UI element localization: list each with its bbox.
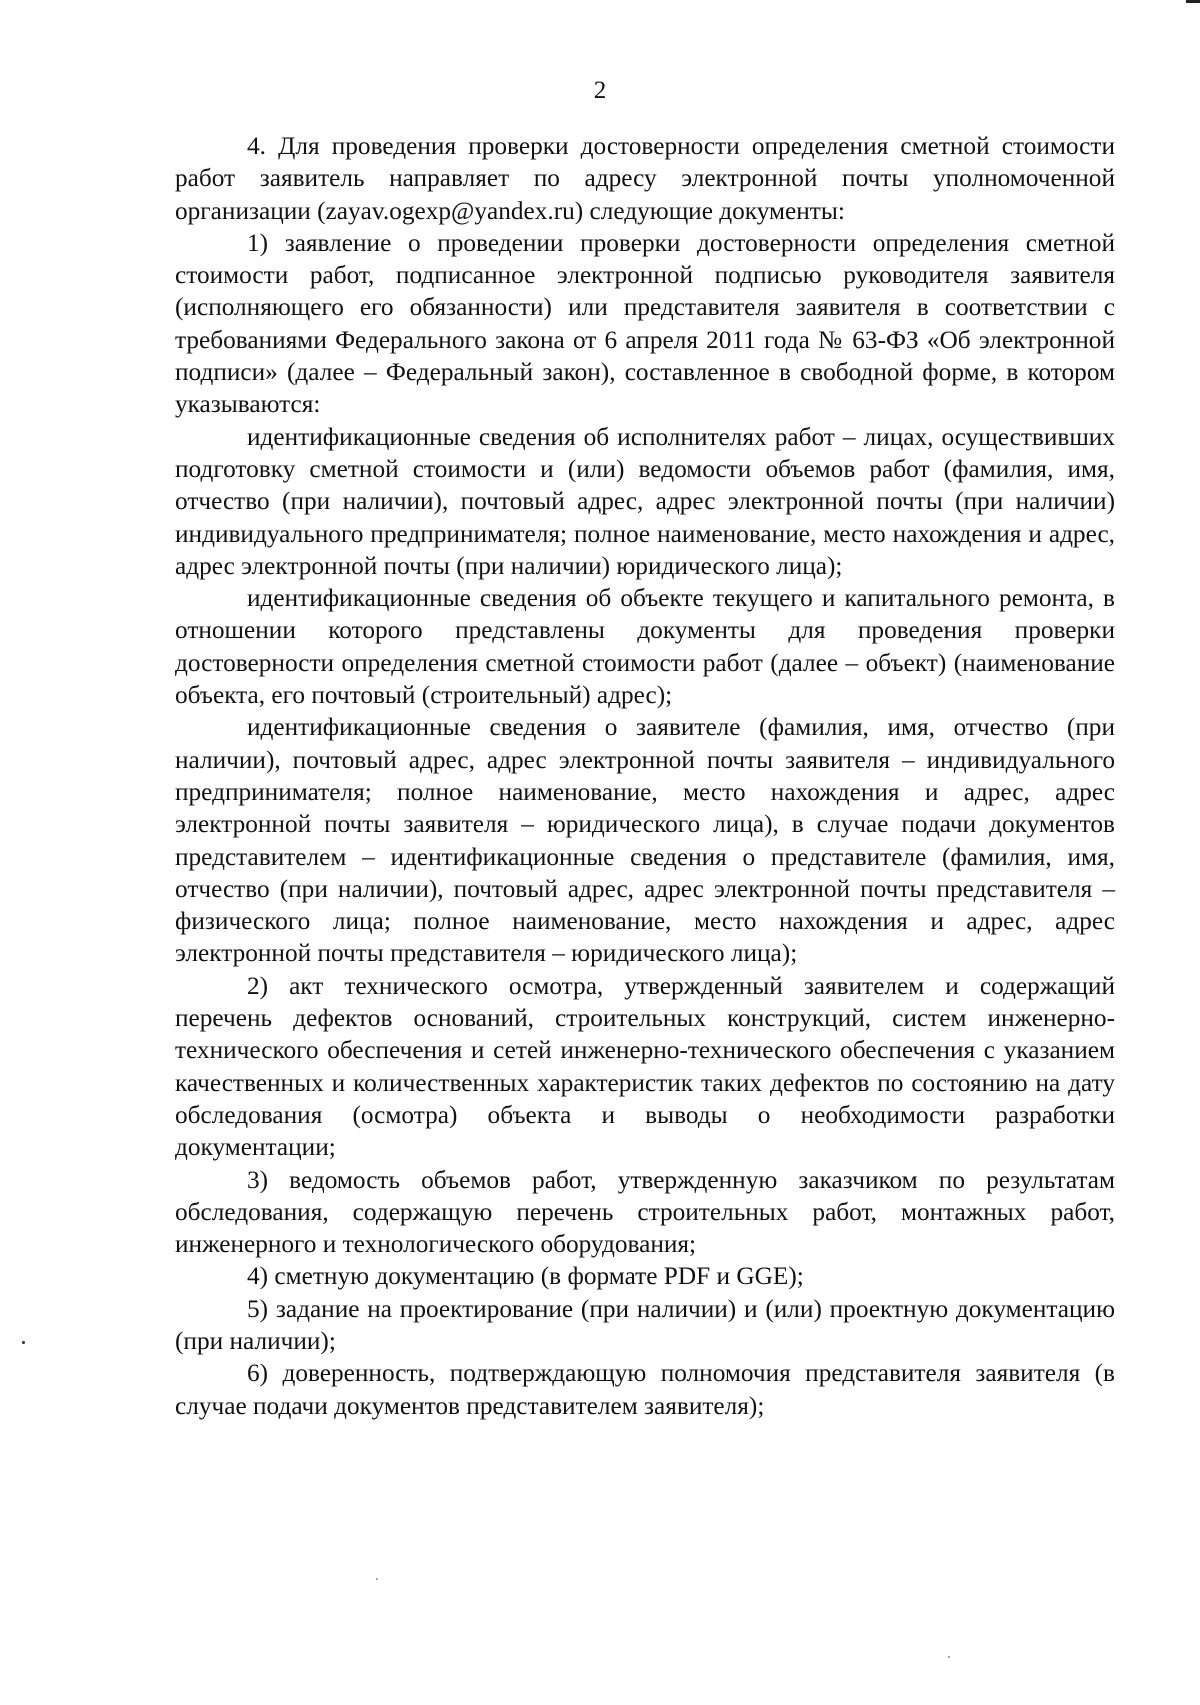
scan-edge-mark [1186, 0, 1200, 3]
paragraph-item-4: 4. Для проведения проверки достоверности определения сметной стоимости работ заявитель направляет по адресу электронной почты уполномоченной организации (zayav.ogexp@yandex.ru) следующие документы: [175, 132, 1115, 225]
paragraph-subitem-6: 6) доверенность, подтверждающую полномочия представителя заявителя (в случае подачи документов представителем заявителя); [175, 1359, 1115, 1420]
paragraph-applicant-info: идентификационные сведения о заявителе (фамилия, имя, отчество (при наличии), почтовый адрес, адрес электронной почты заявителя – индивидуального предпринимателя; полное наименование, место нахождения и адрес, адрес электронной почты заявителя – юридического лица), в случае подачи документов представителем – идентификационные сведения о представителе (фамилия, имя, отчество (при наличии), почтовый адрес, адрес электронной почты представителя – физического лица; полное наименование, место нахождения и адрес, адрес электронной почты представителя – юридического лица); [175, 713, 1115, 968]
paragraph-subitem-2: 2) акт технического осмотра, утвержденный заявителем и содержащий перечень дефектов оснований, строительных конструкций, систем инженерно-технического обеспечения и сетей инженерно-технического обеспечения с указанием качественных и количественных характеристик таких дефектов по состоянию на дату обследования (осмотра) объекта и выводы о необходимости разработки документации; [175, 971, 1115, 1162]
paragraph-object-info: идентификационные сведения об объекте текущего и капитального ремонта, в отношении которого представлены документы для проведения проверки достоверности определения сметной стоимости работ (далее – объект) (наименование объекта, его почтовый (строительный) адрес); [175, 584, 1115, 710]
paragraph-subitem-3: 3) ведомость объемов работ, утвержденную заказчиком по результатам обследования, содержащую перечень строительных работ, монтажных работ, инженерного и технологического оборудования; [175, 1165, 1115, 1259]
scan-speck [948, 1656, 950, 1658]
document-body [175, 130, 1115, 1422]
scan-speck [22, 1341, 25, 1344]
paragraph-subitem-1: 1) заявление о проведении проверки достоверности определения сметной стоимости работ, подписанное электронной подписью руководителя заявителя (исполняющего его обязанности) или представителя заявителя в соответствии с требованиями Федерального закона от 6 апреля 2011 года № 63-ФЗ «Об электронной подписи» (далее – Федеральный закон), составленное в свободной форме, в котором указываются: [175, 228, 1115, 419]
page-number: 2 [593, 77, 607, 104]
paragraph-subitem-5: 5) задание на проектирование (при наличии) и (или) проектную документацию (при наличии); [175, 1294, 1115, 1355]
paragraph-executors-info: идентификационные сведения об исполнителях работ – лицах, осуществивших подготовку сметной стоимости и (или) ведомости объемов работ (фамилия, имя, отчество (при наличии), почтовый адрес, адрес электронной почты (при наличии) индивидуального предпринимателя; полное наименование, место нахождения и адрес, адрес электронной почты (при наличии) юридического лица); [175, 422, 1115, 580]
scan-speck [376, 1578, 378, 1580]
paragraph-subitem-4: 4) сметную документацию (в формате PDF и GGE); [247, 1262, 804, 1291]
